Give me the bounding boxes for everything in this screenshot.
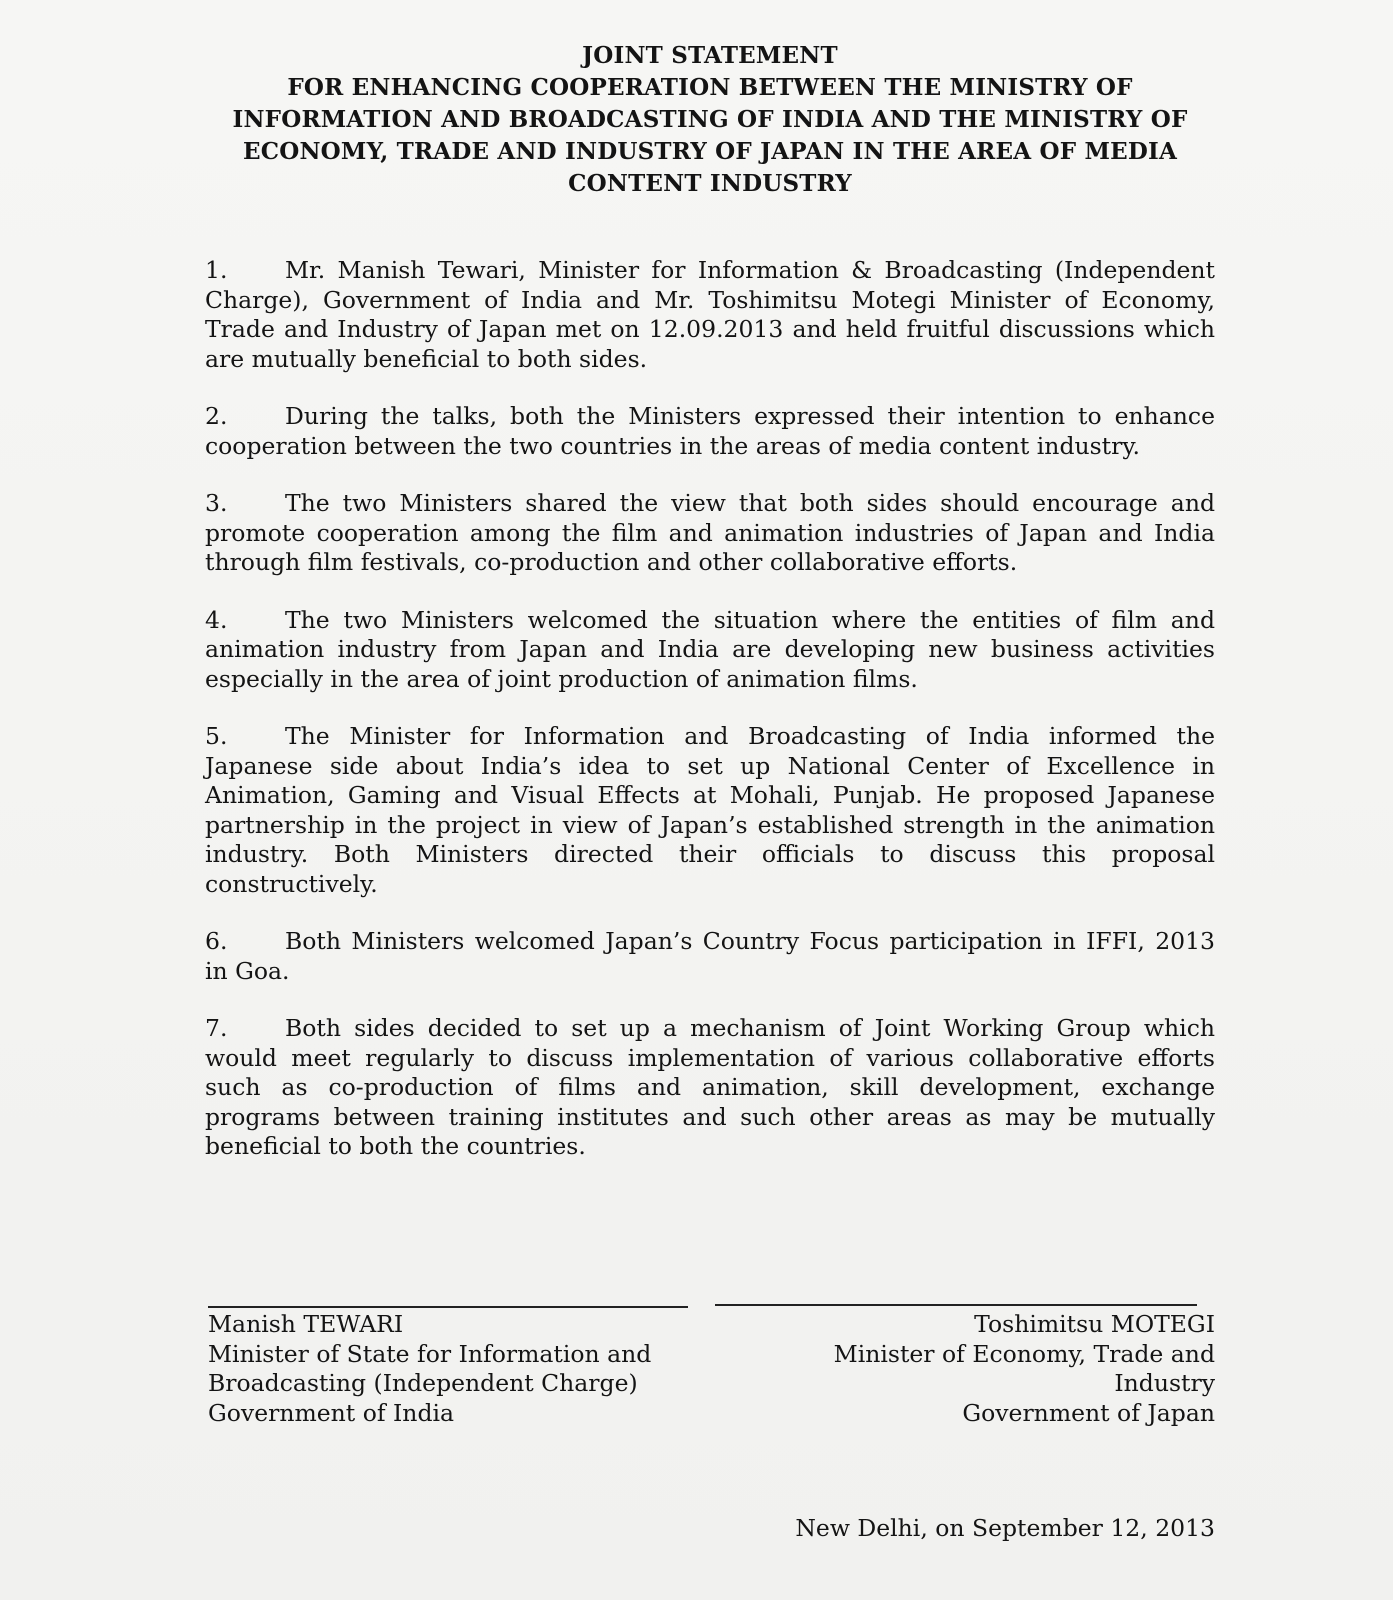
signatory-government: Government of Japan: [962, 1398, 1215, 1427]
signatory-india: [208, 1310, 651, 1428]
paragraph-6: [205, 927, 1215, 986]
signatory-title-line-2: Broadcasting (Independent Charge): [208, 1369, 638, 1397]
place-and-date: New Delhi, on September 12, 2013: [795, 1514, 1215, 1542]
paragraph-number: 5.: [205, 722, 228, 750]
paragraph-text: During the talks, both the Ministers expressed their intention to enhance cooperation between the two countries in the areas of media content industry.: [205, 402, 1215, 460]
signatory-title-line-1: Minister of State for Information and: [208, 1339, 652, 1368]
signatory-government: Government of India: [208, 1398, 455, 1427]
paragraph-number: 6.: [205, 927, 228, 955]
title-line-1: JOINT STATEMENT: [582, 42, 838, 69]
statement-body: [205, 256, 1215, 1190]
signature-line-right: [715, 1304, 1197, 1306]
paragraph-3: [205, 489, 1215, 578]
paragraph-text: Both Ministers welcomed Japan’s Country Focus participation in IFFI, 2013 in Goa.: [205, 927, 1215, 985]
paragraph-text: The Minister for Information and Broadcasting of India informed the Japanese side about India’s idea to set up National Center of Excellence in Animation, Gaming and Visual Effects at Mohali, Punjab. He proposed Japanese partnership in the project in view of Japan’s established strength in the animation industry. Both Ministers directed their officials to discuss this proposal constructively.: [205, 722, 1215, 898]
paragraph-2: [205, 402, 1215, 461]
signatory-title-line-2: Industry: [1114, 1369, 1215, 1397]
paragraph-number: 7.: [205, 1014, 228, 1042]
paragraph-4: [205, 606, 1215, 695]
title-line-4: ECONOMY, TRADE AND INDUSTRY OF JAPAN IN THE AREA OF MEDIA: [242, 138, 1177, 165]
title-line-5: CONTENT INDUSTRY: [568, 170, 852, 197]
paragraph-7: [205, 1014, 1215, 1162]
paragraph-text: The two Ministers welcomed the situation where the entities of film and animation industry from Japan and India are developing new business activities especially in the area of joint production of animation films.: [205, 605, 1215, 693]
title-line-3: INFORMATION AND BROADCASTING OF INDIA AND THE MINISTRY OF: [232, 106, 1188, 133]
title-line-2: FOR ENHANCING COOPERATION BETWEEN THE MINISTRY OF: [287, 74, 1133, 101]
paragraph-number: 2.: [205, 402, 228, 430]
paragraph-number: 3.: [205, 489, 228, 517]
signatory-name: Manish TEWARI: [208, 1310, 404, 1338]
signature-line-left: [208, 1306, 688, 1308]
signatory-japan: [834, 1310, 1215, 1428]
paragraph-text: Mr. Manish Tewari, Minister for Information & Broadcasting (Independent Charge), Government of India and Mr. Toshimitsu Motegi Minister of Economy, Trade and Industry of Japan met on 12.09.2013 and held fruitful discussions which are mutually beneficial to both sides.: [205, 256, 1215, 373]
paragraph-number: 4.: [205, 605, 228, 634]
paragraph-text: The two Ministers shared the view that both sides should encourage and promote cooperation among the film and animation industries of Japan and India through film festivals, co-production and other collaborative efforts.: [205, 489, 1215, 576]
signatory-title-line-1: Minister of Economy, Trade and: [833, 1339, 1215, 1368]
paragraph-5: [205, 722, 1215, 899]
paragraph-text: Both sides decided to set up a mechanism of Joint Working Group which would meet regularly to discuss implementation of various collaborative efforts such as co-production of films and animation, skill development, exchange programs between training institutes and such other areas as may be mutually beneficial to both the countries.: [205, 1014, 1215, 1160]
paragraph-1: [205, 256, 1215, 374]
signatory-name: Toshimitsu MOTEGI: [974, 1310, 1215, 1338]
paragraph-number: 1.: [205, 256, 228, 284]
document-title: [205, 40, 1215, 200]
